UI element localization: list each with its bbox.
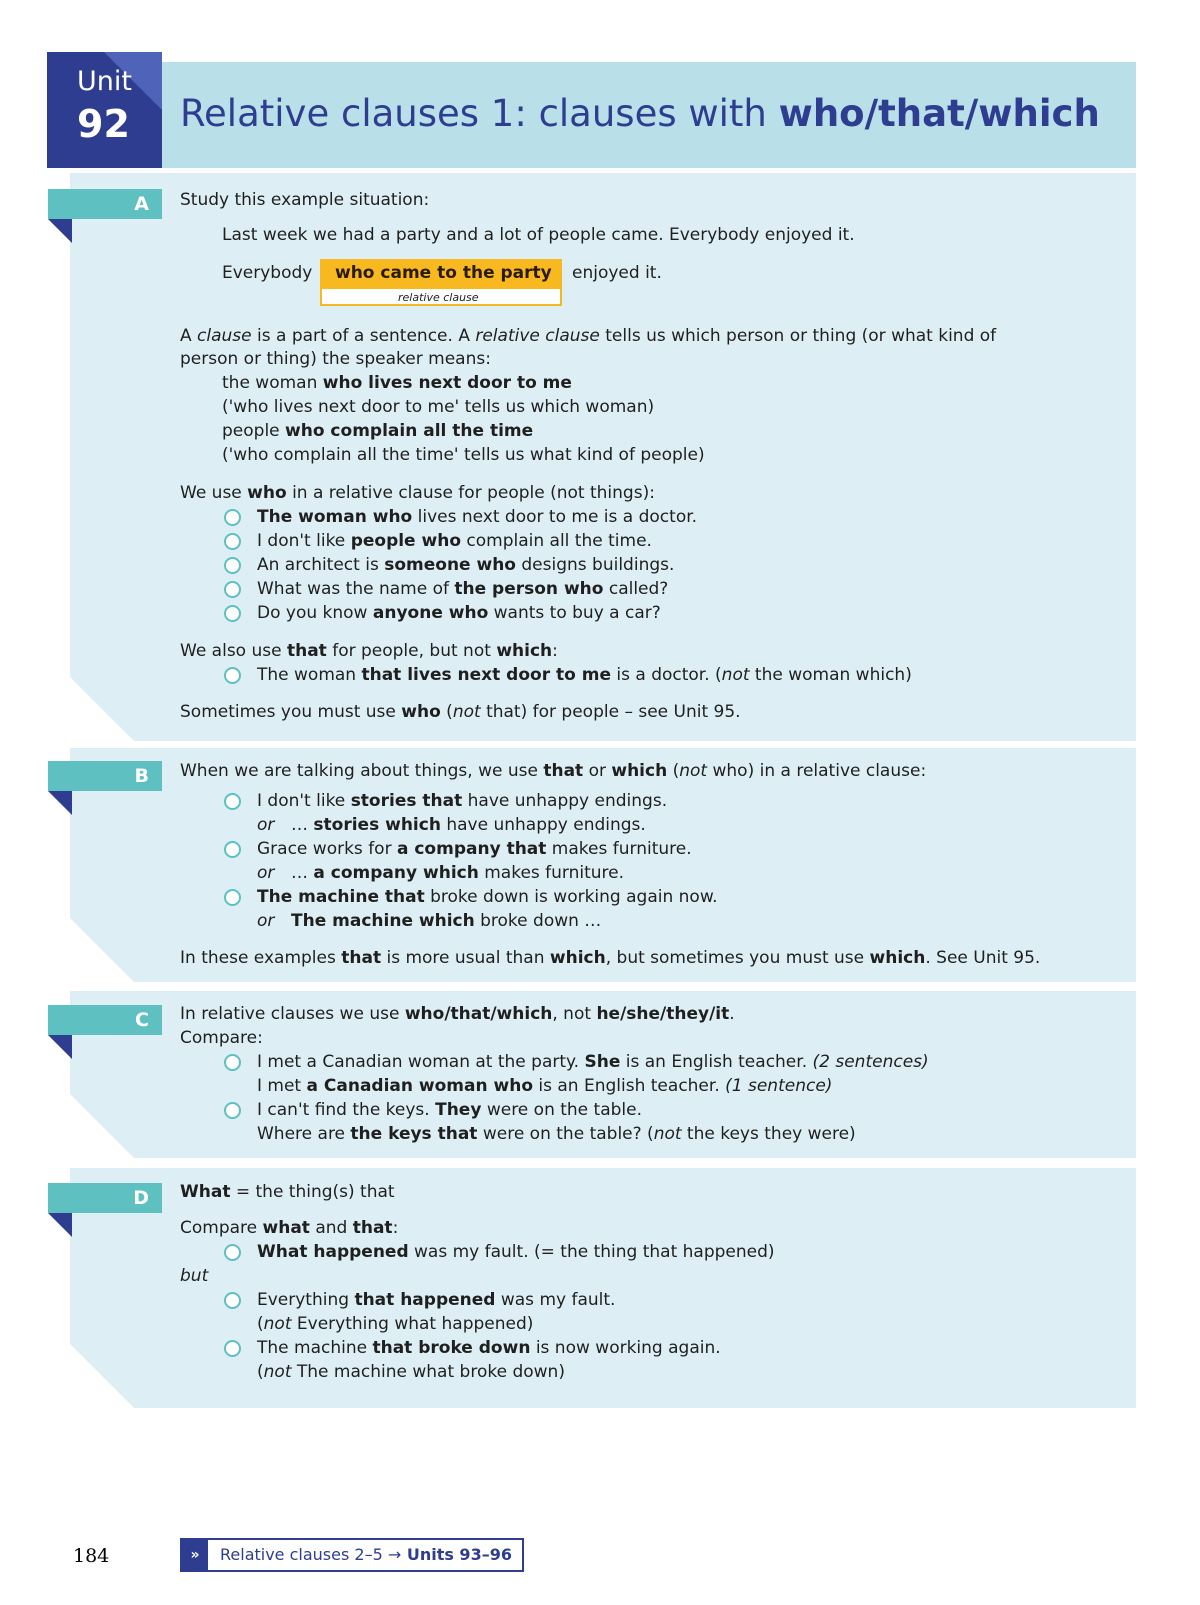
- compare-what-that: Compare what and that:: [180, 1218, 399, 1238]
- bullet-icon: [224, 1340, 241, 1357]
- section-c-tab-fold: [48, 1035, 72, 1059]
- page-title: [180, 92, 1100, 135]
- what-definition: What = the thing(s) that: [180, 1182, 395, 1202]
- example-woman: the woman who lives next door to me: [222, 373, 572, 393]
- section-a-tab-fold: [48, 219, 72, 243]
- example-sentence: I met a Canadian woman at the party. She is an English teacher. (2 sentences): [257, 1052, 929, 1072]
- section-b-intro: When we are talking about things, we use that or which (not who) in a relative clause:: [180, 761, 927, 781]
- but-label: but: [180, 1266, 209, 1286]
- that-which-note: In these examples that is more usual than which, but sometimes you must use which. See Unit 95.: [180, 948, 1041, 968]
- unit-badge: [47, 52, 162, 168]
- highlighted-clause: who came to the party: [335, 263, 552, 283]
- section-a-tab: A: [48, 189, 162, 219]
- clause-definition: A clause is a part of a sentence. A relative clause tells us which person or thing (or what kind of: [180, 326, 997, 346]
- section-c-intro: In relative clauses we use who/that/which, not he/she/they/it.: [180, 1004, 735, 1024]
- or-label: or: [257, 815, 275, 835]
- bullet-icon: [224, 1102, 241, 1119]
- title-bold: who/that/which: [778, 92, 1100, 135]
- bullet-icon: [224, 509, 241, 526]
- clause-definition-line2: person or thing) the speaker means:: [180, 349, 491, 369]
- bullet-icon: [224, 605, 241, 622]
- section-d-tab-fold: [48, 1213, 72, 1237]
- bullet-icon: [224, 533, 241, 550]
- bullet-icon: [224, 1244, 241, 1261]
- example-sentence: Everything that happened was my fault.: [257, 1290, 616, 1310]
- example-sentence: I don't like people who complain all the time.: [257, 531, 652, 551]
- example-note: (not Everything what happened): [257, 1314, 534, 1334]
- example-sentence: The machine which broke down …: [291, 911, 602, 931]
- example-woman-note: ('who lives next door to me' tells us which woman): [222, 397, 655, 417]
- section-c-tab: C: [48, 1005, 162, 1035]
- or-label: or: [257, 911, 275, 931]
- who-rule: We use who in a relative clause for people (not things):: [180, 483, 655, 503]
- example-sentence: What was the name of the person who called?: [257, 579, 669, 599]
- example-after: enjoyed it.: [572, 263, 662, 283]
- situation-text: Last week we had a party and a lot of people came. Everybody enjoyed it.: [222, 225, 855, 245]
- example-note: (not The machine what broke down): [257, 1362, 565, 1382]
- example-sentence: I can't find the keys. They were on the table.: [257, 1100, 643, 1120]
- example-sentence: An architect is someone who designs buildings.: [257, 555, 675, 575]
- example-sentence: The machine that broke down is working again now.: [257, 887, 718, 907]
- bullet-icon: [224, 793, 241, 810]
- compare-label: Compare:: [180, 1028, 263, 1048]
- page-number: 184: [73, 1545, 110, 1567]
- example-sentence: The machine that broke down is now working again.: [257, 1338, 721, 1358]
- example-sentence: I met a Canadian woman who is an English teacher. (1 sentence): [257, 1076, 833, 1096]
- example-sentence: … stories which have unhappy endings.: [291, 815, 646, 835]
- example-sentence: The woman who lives next door to me is a doctor.: [257, 507, 698, 527]
- cross-reference-text: Relative clauses 2–5 → Units 93–96: [220, 1545, 512, 1564]
- bullet-icon: [224, 581, 241, 598]
- unit-number: 92: [77, 102, 130, 146]
- bullet-icon: [224, 667, 241, 684]
- example-sentence: I don't like stories that have unhappy endings.: [257, 791, 668, 811]
- bullet-icon: [224, 557, 241, 574]
- cross-reference-link[interactable]: [180, 1538, 524, 1572]
- section-a-intro: Study this example situation:: [180, 190, 430, 210]
- unit-95-note: Sometimes you must use who (not that) for people – see Unit 95.: [180, 702, 741, 722]
- bullet-icon: [224, 1054, 241, 1071]
- example-sentence: Where are the keys that were on the table? (not the keys they were): [257, 1124, 856, 1144]
- bullet-icon: [224, 889, 241, 906]
- section-d-tab: D: [48, 1183, 162, 1213]
- bullet-icon: [224, 1292, 241, 1309]
- that-rule: We also use that for people, but not which:: [180, 641, 558, 661]
- section-b-tab-fold: [48, 791, 72, 815]
- section-d-panel: [70, 1168, 1136, 1408]
- bullet-icon: [224, 841, 241, 858]
- example-sentence: The woman that lives next door to me is a doctor. (not the woman which): [257, 665, 912, 685]
- example-before: Everybody: [222, 263, 313, 283]
- unit-label: Unit: [77, 66, 132, 97]
- or-label: or: [257, 863, 275, 883]
- relative-clause-caption: relative clause: [398, 291, 479, 304]
- example-sentence: … a company which makes furniture.: [291, 863, 625, 883]
- example-sentence: Do you know anyone who wants to buy a car?: [257, 603, 661, 623]
- double-chevron-icon: »: [182, 1540, 208, 1570]
- title-plain: Relative clauses 1: clauses with: [180, 92, 779, 135]
- example-sentence: What happened was my fault. (= the thing that happened): [257, 1242, 775, 1262]
- section-b-tab: B: [48, 761, 162, 791]
- example-sentence: Grace works for a company that makes furniture.: [257, 839, 692, 859]
- example-people: people who complain all the time: [222, 421, 534, 441]
- example-people-note: ('who complain all the time' tells us what kind of people): [222, 445, 705, 465]
